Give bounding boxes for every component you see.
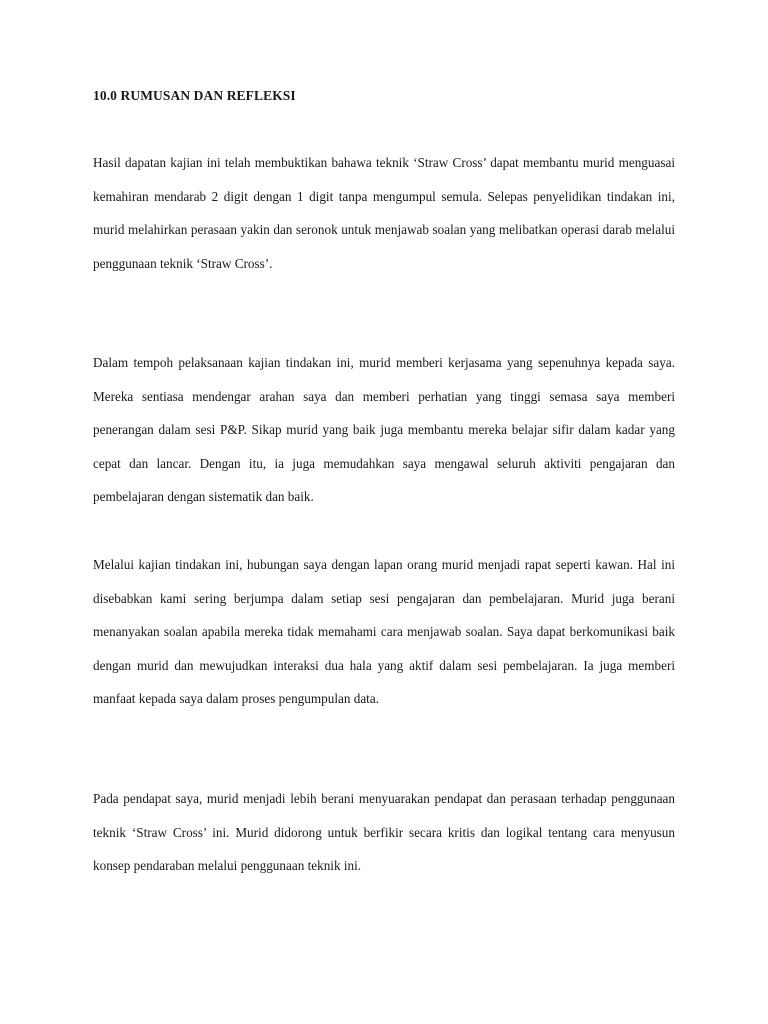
paragraph-relationship: Melalui kajian tindakan ini, hubungan saya dengan lapan orang murid menjadi rapat seperti kawan. Hal ini disebabkan kami sering berjumpa dalam setiap sesi pengajaran dan pembelajaran. Murid juga berani menanyakan soalan apabila mereka tidak memahami cara menjawab soalan. Saya dapat berkomunikasi baik dengan murid dan mewujudkan interaksi dua hala yang aktif dalam sesi pembelajaran. Ia juga memberi manfaat kepada saya dalam proses pengumpulan data. bbox=[93, 557, 675, 707]
paragraph-cooperation: Dalam tempoh pelaksanaan kajian tindakan ini, murid memberi kerjasama yang sepenuhnya kepada saya. Mereka sentiasa mendengar arahan saya dan memberi perhatian yang tinggi semasa saya memberi penerangan dalam sesi P&P. Sikap murid yang baik juga membantu mereka belajar sifir dalam kadar yang cepat dan lancar. Dengan itu, ia juga memudahkan saya mengawal seluruh aktiviti pengajaran dan pembelajaran dengan sistematik dan baik. bbox=[93, 355, 675, 505]
section-heading: 10.0 RUMUSAN DAN REFLEKSI bbox=[93, 88, 296, 103]
paragraph-opinion: Pada pendapat saya, murid menjadi lebih berani menyuarakan pendapat dan perasaan terhadap penggunaan teknik ‘Straw Cross’ ini. Murid didorong untuk berfikir secara kritis dan logikal tentang cara menyusun konsep pendaraban melalui penggunaan teknik ini. bbox=[93, 791, 675, 874]
paragraph-conclusion: Hasil dapatan kajian ini telah membuktikan bahawa teknik ‘Straw Cross’ dapat membantu murid menguasai kemahiran mendarab 2 digit dengan 1 digit tanpa mengumpul semula. Selepas penyelidikan tindakan ini, murid melahirkan perasaan yakin dan seronok untuk menjawab soalan yang melibatkan operasi darab melalui penggunaan teknik ‘Straw Cross’. bbox=[93, 155, 675, 271]
